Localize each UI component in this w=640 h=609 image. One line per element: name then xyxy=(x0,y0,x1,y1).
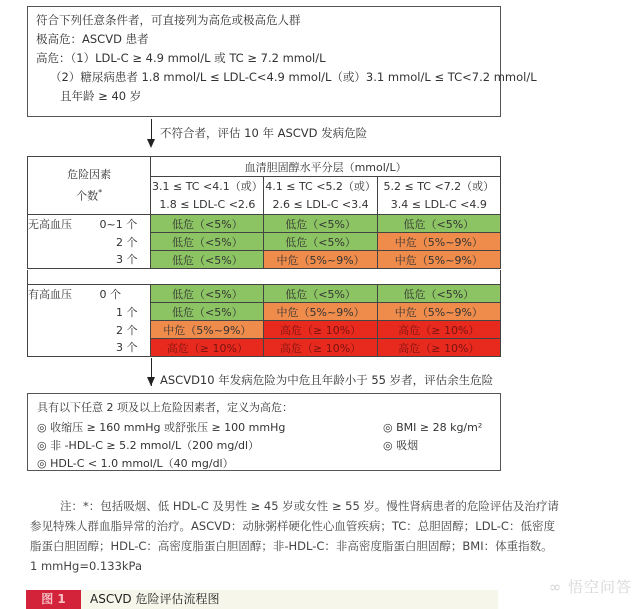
arrow-2-label: ASCVD10 年发病危险为中危且年龄小于 55 岁者，评估余生危险 xyxy=(160,373,494,387)
risk-cell-low: 低危（<5%） xyxy=(151,285,264,303)
risk-cell-high: 高危（≥ 10%） xyxy=(264,321,377,339)
figure-title: ASCVD 危险评估流程图 xyxy=(90,592,220,606)
risk-cell-low: 低危（<5%） xyxy=(264,215,377,233)
risk-count: 0 个 xyxy=(99,287,121,301)
additional-risk-title: 具有以下任意 2 项及以上危险因素者，定义为高危： xyxy=(37,401,293,414)
corner-line-2: 个数 xyxy=(76,189,99,203)
risk-cell-low: 低危（<5%） xyxy=(264,285,377,303)
col-1-tc: 3.1 ≤ TC <4.1（或） xyxy=(151,177,264,196)
risk-cell-low: 低危（<5%） xyxy=(377,215,500,233)
risk-factor-count-header xyxy=(28,157,151,215)
watermark: ∞ 悟空问答 xyxy=(548,578,632,596)
risk-count: 0~1 个 xyxy=(99,217,138,231)
group-label-no-hypertension: 无高血压 xyxy=(28,217,72,231)
risk-cell-mid: 中危（5%~9%） xyxy=(264,303,377,321)
risk-cell-mid: 中危（5%~9%） xyxy=(264,251,377,269)
additional-risk-factors-box xyxy=(27,393,501,471)
risk-cell-low: 低危（<5%） xyxy=(151,251,264,269)
footnote-mark: * xyxy=(98,187,103,197)
risk-cell-mid: 中危（5%~9%） xyxy=(377,233,500,251)
risk-cell-low: 低危（<5%） xyxy=(151,215,264,233)
risk-cell-high: 高危（≥ 10%） xyxy=(377,321,500,339)
risk-factor-bmi: ◎ BMI ≥ 28 kg/m² xyxy=(383,421,483,434)
figure-number-tag: 图 1 xyxy=(26,590,81,609)
table-row xyxy=(28,339,501,357)
risk-factor-non-hdl: ◎ 非 -HDL-C ≥ 5.2 mmol/L（200 mg/dl） xyxy=(37,439,260,452)
col-2-tc: 4.1 ≤ TC <5.2（或） xyxy=(264,177,377,196)
footnote-line-3: 脂蛋白胆固醇；HDL-C：高密度脂蛋白胆固醇；非-HDL-C：非高密度脂蛋白胆固醇；BMI：体重指数。 xyxy=(30,539,553,553)
corner-line-2-wrap xyxy=(28,184,150,206)
group-spacer xyxy=(27,270,501,284)
risk-count: 3 个 xyxy=(28,251,151,269)
risk-factor-bp: ◎ 收缩压 ≥ 160 mmHg 或舒张压 ≥ 100 mmHg xyxy=(37,421,286,434)
risk-count: 2 个 xyxy=(28,321,151,339)
high-risk-criteria-age: 且年龄 ≥ 40 岁 xyxy=(60,89,142,103)
direct-high-risk-criteria-box xyxy=(27,6,537,117)
risk-factor-hdl: ◎ HDL-C < 1.0 mmol/L（40 mg/dl） xyxy=(37,457,234,470)
risk-cell-high: 高危（≥ 10%） xyxy=(264,339,377,357)
row-label xyxy=(28,215,151,233)
risk-matrix-no-hypertension xyxy=(27,156,501,269)
table-row xyxy=(28,321,501,339)
risk-cell-mid: 中危（5%~9%） xyxy=(151,321,264,339)
table-row xyxy=(28,285,501,303)
risk-cell-high: 高危（≥ 10%） xyxy=(377,339,500,357)
table-row xyxy=(28,251,501,269)
arrow-head-1-icon xyxy=(147,139,155,148)
col-2-ldl: 2.6 ≤ LDL-C <3.4 xyxy=(264,196,377,215)
group-label-hypertension: 有高血压 xyxy=(28,287,72,301)
cholesterol-level-header: 血清胆固醇水平分层（mmol/L） xyxy=(151,157,501,177)
risk-cell-low: 低危（<5%） xyxy=(151,233,264,251)
table-row xyxy=(28,215,501,233)
risk-cell-mid: 中危（5%~9%） xyxy=(377,303,500,321)
risk-count: 2 个 xyxy=(28,233,151,251)
arrow-head-2-icon xyxy=(147,377,155,386)
footnote-line-1: 注：*：包括吸烟、低 HDL-C 及男性 ≥ 45 岁或女性 ≥ 55 岁。慢性肾病患者的危险评估及治疗请 xyxy=(60,499,559,513)
footnote-line-2: 参见特殊人群血脂异常的治疗。ASCVD：动脉粥样硬化性心血管疾病；TC：总胆固醇；LDL-C：低密度 xyxy=(30,519,555,533)
flow-arrow-1 xyxy=(151,119,152,141)
corner-line-1: 危险因素 xyxy=(67,167,112,181)
footnote xyxy=(30,496,630,576)
risk-cell-low: 低危（<5%） xyxy=(264,233,377,251)
col-1-ldl: 1.8 ≤ LDL-C <2.6 xyxy=(151,196,264,215)
risk-matrix-hypertension xyxy=(27,284,501,357)
risk-cell-low: 低危（<5%） xyxy=(377,285,500,303)
arrow-1-label: 不符合者，评估 10 年 ASCVD 发病危险 xyxy=(160,126,368,140)
risk-cell-mid: 中危（5%~9%） xyxy=(377,251,500,269)
risk-cell-high: 高危（≥ 10%） xyxy=(151,339,264,357)
row-label xyxy=(28,285,151,303)
col-3-ldl: 3.4 ≤ LDL-C <4.9 xyxy=(377,196,500,215)
col-3-tc: 5.2 ≤ TC <7.2（或） xyxy=(377,177,500,196)
table-row xyxy=(28,233,501,251)
risk-count: 1 个 xyxy=(28,303,151,321)
table-row xyxy=(28,303,501,321)
risk-cell-low: 低危（<5%） xyxy=(151,303,264,321)
criteria-title: 符合下列任意条件者，可直接列为高危或极高危人群 xyxy=(36,13,301,27)
high-risk-criteria-2: （2）糖尿病患者 1.8 mmol/L ≤ LDL-C<4.9 mmol/L（或）3.1 mmol/L ≤ TC<7.2 mmol/L xyxy=(50,70,537,84)
footnote-line-4: 1 mmHg=0.133kPa xyxy=(30,559,143,573)
very-high-risk-criteria: 极高危：ASCVD 患者 xyxy=(36,32,149,46)
risk-factor-smoking: ◎ 吸烟 xyxy=(383,439,419,452)
high-risk-criteria-1: 高危：（1）LDL-C ≥ 4.9 mmol/L 或 TC ≥ 7.2 mmol/L xyxy=(36,51,326,65)
risk-count: 3 个 xyxy=(28,339,151,357)
